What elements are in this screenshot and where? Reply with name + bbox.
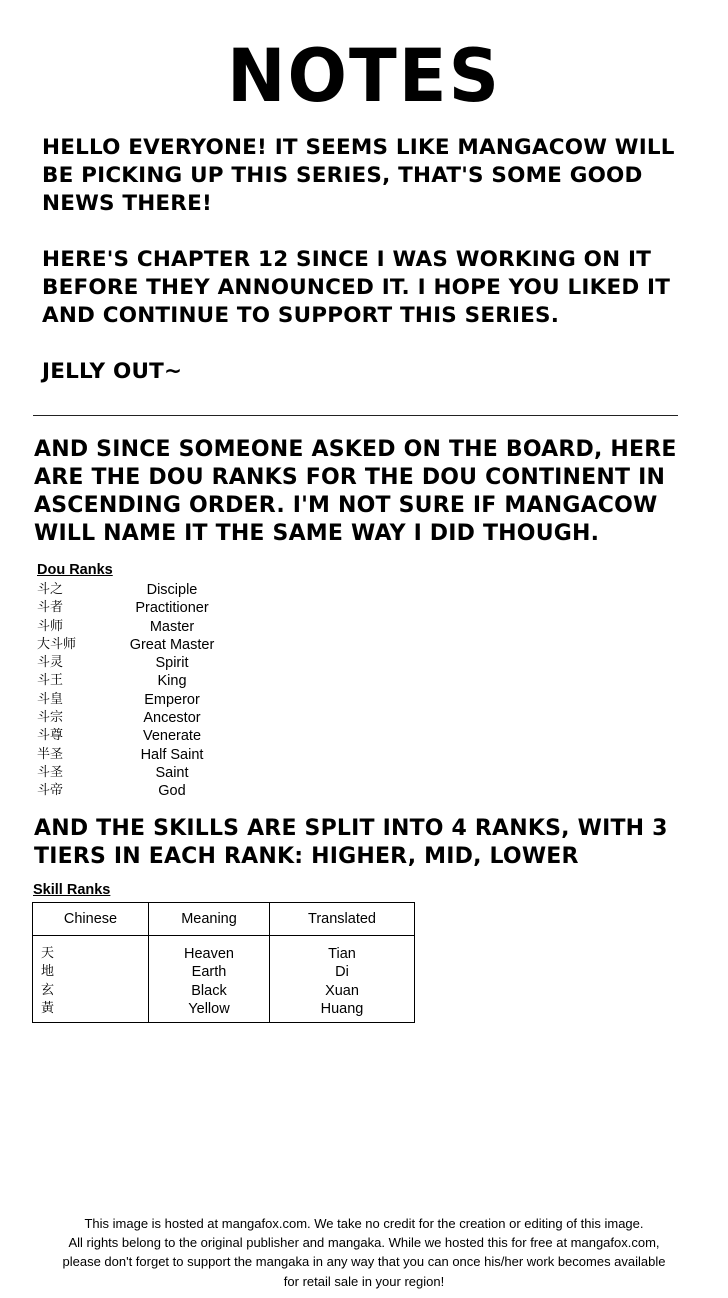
- dou-rank-chinese: 斗师: [37, 618, 64, 634]
- dou-rank-chinese: 斗皇: [37, 691, 64, 707]
- dou-rank-row: [37, 746, 237, 764]
- dou-rank-row: [37, 709, 237, 727]
- disclaimer-line: This image is hosted at mangafox.com. We take no credit for the creation or editing of this image.: [84, 1216, 644, 1231]
- dou-rank-chinese: 斗之: [37, 582, 64, 597]
- dou-rank-row: [37, 599, 237, 617]
- page-title: NOTES: [226, 32, 502, 120]
- dou-rank-row: [37, 672, 237, 690]
- skill-chinese-cell: 天: [41, 946, 55, 961]
- dou-rank-english: Half Saint: [140, 746, 204, 763]
- dou-rank-row: [37, 654, 237, 672]
- hosting-disclaimer: [0, 1214, 728, 1291]
- skill-chinese-cell: 黃: [41, 1000, 55, 1016]
- dou-rank-chinese: 斗宗: [37, 710, 64, 726]
- dou-rank-english: Practitioner: [135, 600, 209, 617]
- dou-rank-chinese: 斗者: [37, 600, 64, 616]
- dou-rank-row: [37, 764, 237, 782]
- dou-rank-row: [37, 636, 237, 654]
- dou-rank-english: King: [157, 673, 187, 690]
- dou-rank-english: Spirit: [155, 655, 189, 672]
- skill-meaning-cell: Yellow: [188, 1000, 230, 1017]
- skill-table-body: [33, 936, 414, 1022]
- dou-ranks-intro: AND SINCE SOMEONE ASKED ON THE BOARD, HERE ARE THE DOU RANKS FOR THE DOU CONTINENT IN ASCENDING ORDER. I'M NOT SURE IF MANGACOW WILL NAME IT THE SAME WAY I DID THOUGH.: [34, 437, 677, 546]
- dou-rank-row: [37, 618, 237, 636]
- dou-rank-chinese: 斗帝: [37, 783, 64, 799]
- dou-rank-chinese: 半圣: [37, 746, 64, 762]
- skill-ranks-heading: Skill Ranks: [33, 882, 111, 898]
- column-header-chinese: Chinese: [33, 903, 149, 935]
- dou-rank-english: God: [158, 783, 186, 800]
- disclaimer-line: All rights belong to the original publisher and mangaka. While we hosted this for free at mangafox.com,: [68, 1235, 660, 1251]
- dou-rank-row: [37, 581, 237, 599]
- dou-rank-chinese: 斗圣: [37, 764, 64, 780]
- dou-rank-row: [37, 782, 237, 800]
- disclaimer-line: for retail sale in your region!: [283, 1273, 445, 1289]
- skill-translated-cell: Xuan: [325, 982, 359, 999]
- dou-rank-row: [37, 727, 237, 745]
- skill-translated-cell: Di: [335, 964, 349, 981]
- dou-rank-chinese: 大斗师: [37, 636, 77, 652]
- skill-meaning-cell: Earth: [191, 964, 227, 981]
- disclaimer-line: please don't forget to support the mangaka in any way that you can once his/her work becomes available: [62, 1254, 666, 1270]
- dou-rank-english: Great Master: [129, 636, 215, 653]
- dou-rank-english: Emperor: [144, 691, 200, 708]
- dou-rank-english: Ancestor: [143, 710, 201, 727]
- column-chinese: [33, 936, 149, 1022]
- dou-rank-english: Saint: [155, 764, 189, 781]
- notes-paragraph-1: HELLO EVERYONE! IT SEEMS LIKE MANGACOW WILL BE PICKING UP THIS SERIES, THAT'S SOME GOOD NEWS THERE!: [42, 135, 675, 216]
- skill-translated-cell: Huang: [320, 1000, 364, 1017]
- column-header-translated: Translated: [308, 911, 376, 927]
- skill-ranks-intro: AND THE SKILLS ARE SPLIT INTO 4 RANKS, WITH 3 TIERS IN EACH RANK: HIGHER, MID, LOWER: [34, 816, 668, 869]
- column-meaning: [149, 936, 270, 1022]
- dou-rank-chinese: 斗尊: [37, 728, 64, 744]
- dou-ranks-list: [37, 581, 237, 801]
- dou-ranks-heading: Dou Ranks: [37, 562, 113, 578]
- dou-rank-chinese: 斗灵: [37, 655, 64, 671]
- skill-meaning-cell: Heaven: [184, 946, 234, 962]
- notes-signoff: JELLY OUT~: [42, 359, 183, 384]
- column-header-meaning: Meaning: [149, 903, 270, 935]
- skill-meaning-cell: Black: [191, 982, 227, 999]
- skill-ranks-table: [32, 902, 415, 1023]
- skill-translated-cell: Tian: [328, 946, 356, 962]
- skill-chinese-cell: 玄: [41, 982, 55, 998]
- dou-rank-chinese: 斗王: [37, 673, 64, 689]
- column-translated: [270, 936, 414, 1022]
- section-divider: [33, 415, 678, 416]
- notes-paragraph-2: HERE'S CHAPTER 12 SINCE I WAS WORKING ON IT BEFORE THEY ANNOUNCED IT. I HOPE YOU LIKED IT AND CONTINUE TO SUPPORT THIS SERIES.: [42, 247, 671, 328]
- dou-rank-english: Venerate: [142, 728, 202, 745]
- skill-chinese-cell: 地: [41, 964, 55, 980]
- dou-rank-row: [37, 691, 237, 709]
- skill-table-header: [33, 903, 414, 936]
- dou-rank-english: Disciple: [146, 582, 198, 598]
- dou-rank-english: Master: [149, 618, 195, 635]
